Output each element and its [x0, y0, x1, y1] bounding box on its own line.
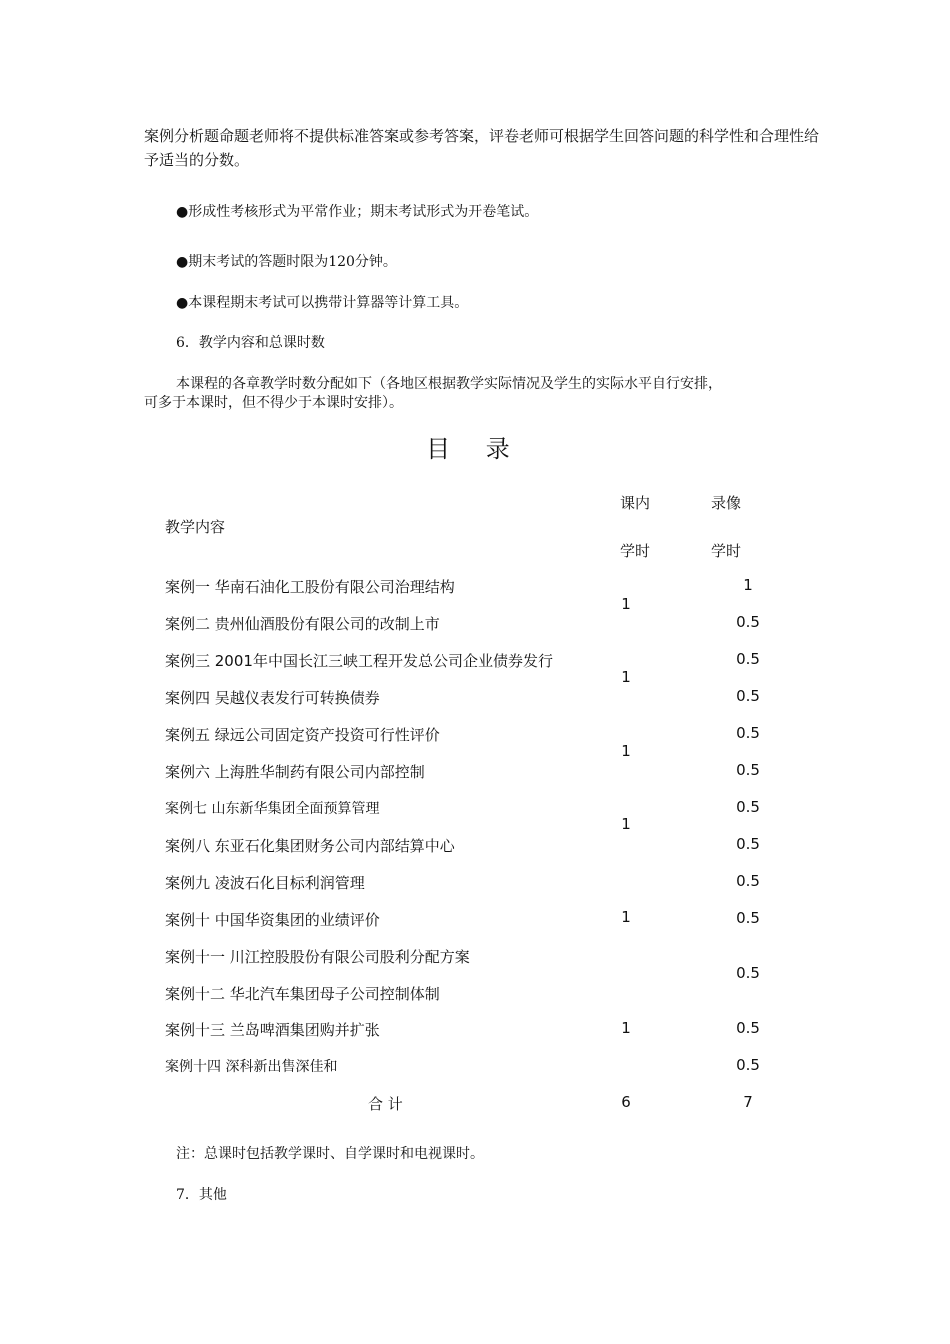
header-inclass-line1: 课内	[620, 494, 651, 512]
inclass-hours-cell: 1	[621, 1019, 631, 1037]
video-hours-cell: 0.5	[736, 1019, 760, 1037]
toc-title: 目 录	[426, 435, 524, 463]
inclass-hours-cell: 1	[621, 815, 631, 833]
section-6-heading: 6．教学内容和总课时数	[176, 335, 325, 351]
video-hours-cell: 0.5	[736, 909, 760, 927]
video-hours-cell: 0.5	[736, 687, 760, 705]
header-content: 教学内容	[165, 518, 226, 536]
case-row-name: 案例二 贵州仙酒股份有限公司的改制上市	[165, 615, 440, 633]
case-row-name: 案例六 上海胜华制药有限公司内部控制	[165, 763, 425, 781]
bullet-assessment-form: ●形成性考核形式为平常作业；期末考试形式为开卷笔试。	[176, 204, 539, 220]
case-row-name: 案例十二 华北汽车集团母子公司控制体制	[165, 985, 440, 1003]
inclass-hours-cell: 1	[621, 908, 631, 926]
total-inclass-hours: 6	[621, 1093, 631, 1111]
case-row-name: 案例四 吴越仪表发行可转换债券	[165, 689, 380, 707]
video-hours-merged-cell: 0.5	[736, 964, 760, 982]
case-row-name: 案例十三 兰岛啤酒集团购并扩张	[165, 1021, 380, 1039]
case-row-name: 案例十四 深科新出售深佳和	[165, 1059, 338, 1075]
video-hours-cell: 0.5	[736, 1056, 760, 1074]
video-hours-cell: 0.5	[736, 798, 760, 816]
total-video-hours: 7	[743, 1093, 753, 1111]
header-video-line2: 学时	[711, 542, 742, 560]
section-6-paragraph-line2: 可多于本课时，但不得少于本课时安排）。	[144, 395, 403, 411]
section-7-heading: 7．其他	[176, 1187, 227, 1203]
bullet-exam-duration: ●期末考试的答题时限为120分钟。	[176, 254, 397, 270]
case-row-name: 案例八 东亚石化集团财务公司内部结算中心	[165, 837, 455, 855]
bullet-calculator: ●本课程期末考试可以携带计算器等计算工具。	[176, 295, 469, 311]
header-video-line1: 录像	[711, 494, 742, 512]
video-hours-cell: 0.5	[736, 761, 760, 779]
case-row-name: 案例九 凌波石化目标利润管理	[165, 874, 365, 892]
video-hours-cell: 0.5	[736, 724, 760, 742]
case-row-name: 案例一 华南石油化工股份有限公司治理结构	[165, 578, 455, 596]
case-row-name: 案例十 中国华资集团的业绩评价	[165, 911, 380, 929]
section-6-paragraph-line1: 本课程的各章教学时数分配如下（各地区根据教学实际情况及学生的实际水平自行安排，	[176, 376, 722, 392]
case-row-name: 案例三 2001年中国长江三峡工程开发总公司企业债券发行	[165, 652, 553, 670]
header-inclass-line2: 学时	[620, 542, 651, 560]
total-label: 合 计	[368, 1095, 403, 1113]
inclass-hours-cell: 1	[621, 668, 631, 686]
inclass-hours-cell: 1	[621, 742, 631, 760]
case-row-name: 案例五 绿远公司固定资产投资可行性评价	[165, 726, 440, 744]
video-hours-cell: 0.5	[736, 835, 760, 853]
video-hours-cell: 0.5	[736, 650, 760, 668]
video-hours-cell: 0.5	[736, 613, 760, 631]
case-row-name: 案例十一 川江控股股份有限公司股利分配方案	[165, 948, 470, 966]
note: 注：总课时包括教学课时、自学课时和电视课时。	[176, 1146, 484, 1162]
intro-paragraph: 案例分析题命题老师将不提供标准答案或参考答案，评卷老师可根据学生回答问题的科学性和合理性给予适当的分数。	[144, 127, 820, 169]
video-hours-cell: 0.5	[736, 872, 760, 890]
video-hours-cell: 1	[743, 576, 753, 594]
inclass-hours-cell: 1	[621, 595, 631, 613]
case-row-name: 案例七 山东新华集团全面预算管理	[165, 801, 380, 817]
